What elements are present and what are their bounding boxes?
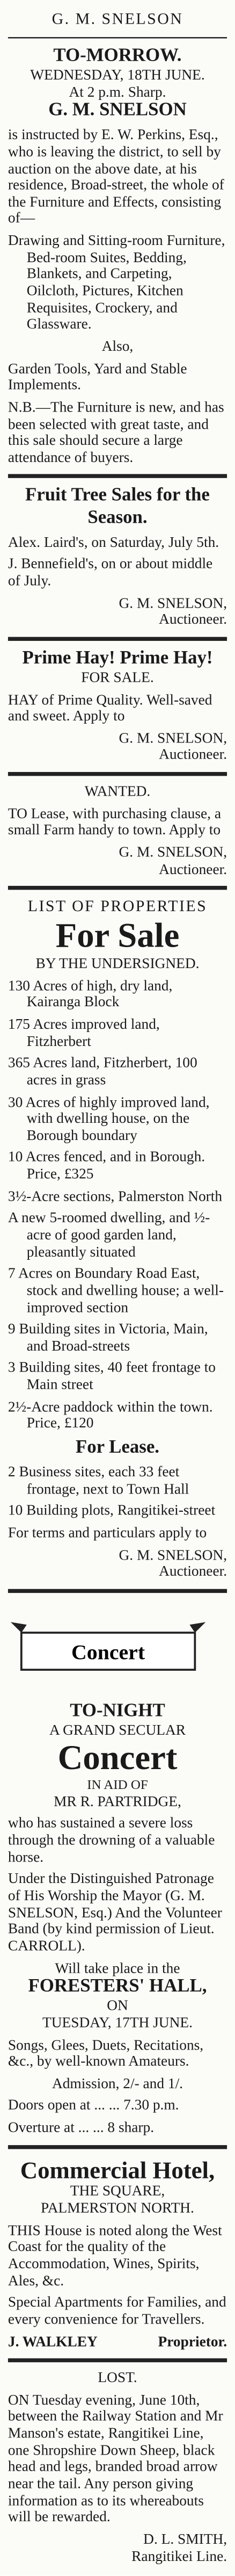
properties-advert	[8, 898, 227, 1581]
hotel-special: Special Apartments for Families, and every convenience for Travellers.	[8, 2295, 226, 2328]
divider	[8, 2145, 227, 2148]
sale-tomorrow: TO-MORROW.	[53, 46, 182, 66]
concert-advert	[8, 1601, 227, 2137]
properties-list	[8, 978, 227, 1433]
wanted-advert	[8, 784, 227, 878]
property-item: 3½-Acre sections, Palmerston North	[8, 1188, 223, 1205]
concert-place: FORESTERS' HALL,	[28, 1977, 207, 1997]
fruit-line1: Alex. Laird's, on Saturday, July 5th.	[8, 534, 219, 551]
properties-for-sale: For Sale	[55, 916, 180, 955]
hotel-square: THE SQUARE,	[70, 2184, 165, 2200]
concert-banner-word: Concert	[71, 1640, 145, 1664]
fruit-title: Fruit Tree Sales for the Season.	[25, 486, 210, 528]
property-item: 2½-Acre paddock within the town. Price, £120	[8, 1399, 213, 1432]
properties-heading: LIST OF PROPERTIES	[27, 897, 208, 915]
hotel-advert	[8, 2156, 227, 2350]
lost-text: ON Tuesday evening, June 10th, between the Railway Station and Mr Manson's estate, Rangitikei Line, one Shropshire Down Sheep, black head and legs, branded broad arrow near the tail. Any person giving information as to its whereabouts will be rewarded.	[8, 2392, 223, 2526]
hay-role: Auctioneer.	[159, 747, 227, 763]
sale-intro: is instructed by E. W. Perkins, Esq., who is leaving the district, to sell by auction on the above date, at his residence, Broad-street, the whole of the Furniture and Effects, consisting of—	[8, 127, 224, 227]
sale-garden: Garden Tools, Yard and Stable Implements.	[8, 360, 187, 394]
properties-signature: G. M. SNELSON,	[119, 1547, 227, 1564]
hay-for-sale: FOR SALE.	[81, 669, 154, 686]
sale-advert	[8, 46, 227, 467]
divider	[8, 1589, 227, 1593]
lost-signature: D. L. SMITH,	[143, 2531, 227, 2548]
concert-banner-flourish	[11, 1622, 205, 1633]
concert-overture: Overture at ... ... 8 sharp.	[8, 2120, 155, 2136]
property-item: 10 Acres fenced, and in Borough. Price, £325	[8, 1150, 205, 1183]
concert-grand: A GRAND SECULAR	[49, 1722, 186, 1738]
hotel-proprietor-role: Proprietor.	[158, 2334, 227, 2350]
property-item: A new 5-roomed dwelling, and ½-acre of good garden land, pleasantly situated	[8, 1210, 210, 1260]
sale-auctioneer: G. M. SNELSON	[48, 100, 187, 121]
hay-title: Prime Hay! Prime Hay!	[22, 648, 213, 669]
page-title: G. M. SNELSON	[52, 9, 183, 28]
concert-illustration	[8, 1609, 208, 1689]
wanted-title: WANTED.	[84, 784, 151, 800]
property-item: 175 Acres improved land, Fitzherbert	[8, 1016, 160, 1050]
lost-place: Rangitikei Line.	[131, 2548, 227, 2565]
property-item: 9 Building sites in Victoria, Main, and Broad-streets	[8, 1322, 208, 1355]
property-item: 7 Acres on Boundary Road East, stock and dwelling house; a well-improved section	[8, 1266, 224, 1316]
sale-also: Also,	[101, 338, 134, 355]
lost-advert	[8, 2370, 227, 2565]
hotel-title: Commercial Hotel,	[20, 2156, 215, 2183]
wanted-role: Auctioneer.	[159, 861, 227, 878]
hotel-text: THIS House is noted along the West Coast for the quality of the Accommodation, Wines, Spirits, Ales, &c.	[8, 2223, 222, 2289]
properties-by: BY THE UNDERSIGNED.	[35, 956, 200, 972]
sale-date: WEDNESDAY, 18TH JUNE.	[30, 67, 205, 84]
hay-text: HAY of Prime Quality. Well-saved and sweet. Apply to	[8, 692, 212, 725]
concert-doors: Doors open at ... ... 7.30 p.m.	[8, 2098, 179, 2114]
hay-signature: G. M. SNELSON,	[119, 731, 227, 747]
hotel-town: PALMERSTON NORTH.	[41, 2200, 194, 2217]
divider	[8, 37, 227, 38]
properties-terms: For terms and particulars apply to	[8, 1525, 207, 1542]
divider	[8, 2358, 227, 2362]
property-item: 30 Acres of highly improved land, with dwelling house, on the Borough boundary	[8, 1094, 210, 1144]
wanted-text: TO Lease, with purchasing clause, a small Farm handy to town. Apply to	[8, 806, 222, 839]
lost-title: LOST.	[98, 2370, 137, 2386]
concert-admission: Admission, 2/- and 1/.	[52, 2076, 183, 2092]
divider	[8, 637, 227, 640]
fruit-tree-advert	[8, 487, 227, 629]
fruit-role: Auctioneer.	[159, 612, 227, 628]
property-item: 130 Acres of high, dry land, Kairanga Block	[8, 978, 173, 1011]
lease-list	[8, 1464, 227, 1520]
hotel-proprietor: J. WALKLEY	[8, 2334, 98, 2350]
concert-on: ON	[107, 1998, 128, 2015]
divider	[8, 772, 227, 776]
concert-patronage: Under the Distinguished Patronage of His Worship the Mayor (G. M. SNELSON, Esq.) And the Volunteer Band (by kind permission of Lieut. CARROLL).	[8, 1871, 222, 1954]
concert-tonight: TO-NIGHT	[70, 1701, 165, 1721]
divider	[8, 886, 227, 890]
concert-desc: who has sustained a severe loss through the drowning of a valuable horse.	[8, 1816, 215, 1866]
fruit-signature: G. M. SNELSON,	[119, 595, 227, 611]
prime-hay-advert	[8, 648, 227, 764]
sale-items: Drawing and Sitting-room Furniture, Bed-room Suites, Bedding, Blankets, and Carpeting, Oilcloth, Pictures, Kitchen Requisites, Crockery, and Glassware.	[8, 233, 225, 333]
properties-for-lease: For Lease.	[75, 1438, 160, 1458]
concert-in-aid: IN AID OF	[87, 1778, 148, 1793]
concert-name: MR R. PARTRIDGE,	[54, 1794, 181, 1810]
lease-item: 10 Building plots, Rangitikei-street	[8, 1503, 216, 1520]
concert-place-intro: Will take place in the	[55, 1960, 180, 1976]
lease-item: 2 Business sites, each 33 feet frontage, next to Town Hall	[8, 1464, 189, 1498]
concert-title: Concert	[57, 1739, 178, 1778]
concert-date: TUESDAY, 17TH JUNE.	[42, 2015, 193, 2031]
divider	[8, 474, 227, 478]
hotel-proprietor-row	[8, 2334, 227, 2350]
property-item: 365 Acres land, Fitzherbert, 100 acres in grass	[8, 1055, 197, 1088]
wanted-signature: G. M. SNELSON,	[119, 845, 227, 861]
sale-time: At 2 p.m. Sharp.	[69, 84, 166, 100]
properties-role: Auctioneer.	[159, 1564, 227, 1581]
sale-note: N.B.—The Furniture is new, and has been selected with great taste, and this sale should secure a large attendance of buyers.	[8, 400, 224, 466]
property-item: 3 Building sites, 40 feet frontage to Main street	[8, 1360, 216, 1394]
fruit-line2: J. Bennefield's, on or about middle of July.	[8, 556, 213, 589]
concert-program: Songs, Glees, Duets, Recitations, &c., by well-known Amateurs.	[8, 2037, 204, 2070]
